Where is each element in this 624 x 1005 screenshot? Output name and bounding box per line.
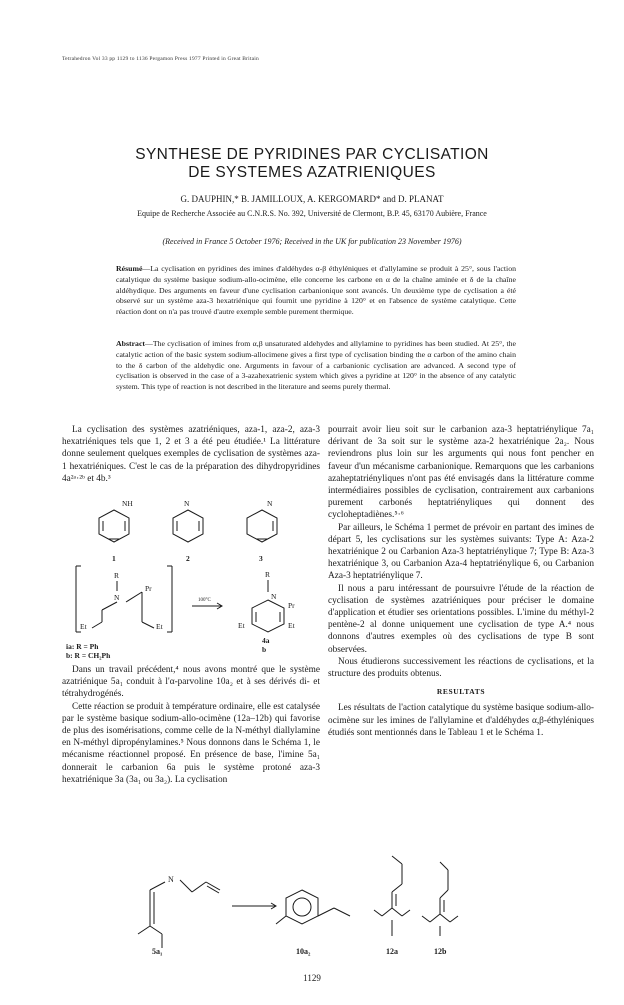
abstract-block: [116, 339, 516, 393]
label-2: 2: [186, 554, 190, 563]
left-col-para1: La cyclisation des systèmes azatriéniques, aza-1, aza-2, aza-3 hexatriéniques tels que 1, 2 et 3 a été peu étudiée.¹ La littérature donne seulement quelques exemples de cyclisation de systèmes aza-1 hexatriéniques. C'est le cas de la préparation des dihydropyridines 4a²ᵃ·²ᵇ et 4b.³: [62, 425, 320, 484]
resume-label: Résumé: [116, 264, 143, 273]
left-col-para3: Cette réaction se produit à température ordinaire, elle est catalysée par le système basique sodium-allo-ocimène (12a–12b) qui favorise de plus des isomérisations, comme celle de la N-méthyl diallylamine en N-méthyl dipropénylamines.⁵ Nous donnons dans le Schéma 1, le mécanisme réactionnel proposé. En présence de base, l'imine 5a₁ donnerait le carbanion 6a puis le système protoné aza-3 hexatriénique 3a (3a₁ ou 3a₂). La cyclisation: [62, 701, 320, 785]
label-et-left-1: Et: [80, 622, 87, 631]
right-col-para1: pourrait avoir lieu soit sur le carbanion aza-3 heptatriénylique 7a₁ dérivant de 3a soit sur le système aza-2 hexatriénique 2a₂. Nous reviendrons plus loin sur les arguments qui nous font pencher en faveur d'un mécanisme carbanionique. Remarquons que les carbanions azaheptatriényliques n'ont pas été envisagés dans la littérature comme intermédiaires possibles de cyclisation, contrairement aux carbanions purement carbonés heptatriényliques qui donnent des cycloheptadiènes.⁵·⁶: [328, 425, 594, 521]
label-pr-right: Pr: [288, 601, 295, 610]
label-n-2: N: [184, 499, 190, 508]
section-heading-resultats: RESULTATS: [436, 687, 486, 697]
label-r-left: R: [114, 571, 120, 580]
left-col-para2: Dans un travail précédent,⁴ nous avons montré que le système azatriénique 5a₁ conduit à l'α-parvoline 10a₂ et à ses dérivés di- et tétrahydrogénés.: [62, 665, 320, 700]
label-5a: 5a₁: [152, 947, 163, 956]
label-1: 1: [112, 554, 116, 563]
label-3: 3: [259, 554, 263, 563]
caption-ib: b: R = CH₂Ph: [66, 651, 111, 660]
label-pr-left: Pr: [145, 584, 152, 593]
scheme-figure-2: [130, 840, 530, 960]
label-4b: b: [262, 645, 267, 654]
label-n-left: N: [114, 593, 120, 602]
label-n-5a: N: [168, 875, 174, 884]
right-col-para3: Il nous a paru intéressant de poursuivre l'étude de la réaction de cyclisation de systèmes azatriéniques pour préciser le domaine d'application et étudier ses orientations possibles. L'imine du méthyl-2 pentène-2 al donne uniquement une cyclisation de type A.⁴ nous donnons d'autres exemples où des cyclisations de type B sont observées.: [328, 583, 594, 655]
label-12a: 12a: [386, 947, 398, 956]
label-10a: 10a₂: [296, 947, 311, 956]
label-et-right-1: Et: [238, 621, 245, 630]
label-n-3: N: [267, 499, 273, 508]
received-dates: (Received in France 5 October 1976; Received in the UK for publication 23 November 1976): [162, 237, 462, 246]
arrow-label: 100°C: [198, 598, 211, 603]
label-n-right: N: [271, 592, 277, 601]
page-number: 1129: [303, 973, 321, 983]
label-r-right: R: [265, 570, 271, 579]
right-col-para4: Nous étudierons successivement les réactions de cyclisations, et la structure des produits obtenus.: [328, 656, 594, 680]
right-col: [328, 424, 594, 739]
right-col-para5: Les résultats de l'action catalytique du système basique sodium-allo-ocimène sur les imines de l'allylamine et d'aldéhydes α,β-éthyléniques étudiés sont mentionnés dans le Tableau 1 et le Schéma 1.: [328, 703, 594, 738]
resume-block: [116, 264, 516, 318]
authors: G. DAUPHIN,* B. JAMILLOUX, A. KERGOMARD* and D. PLANAT: [180, 194, 444, 204]
label-12b: 12b: [434, 947, 447, 956]
abstract-text: —The cyclisation of imines from α,β unsaturated aldehydes and allylamine to pyridines has been studied. At 25°, the catalytic action of the basic system sodium-allocimene gives a first type of cyclisation binding the α carbon of the amino chain to the δ carbon of the aldehydic one. Arguments in favour of a carbanionic cyclisation are advanced. A second type of cyclisation is observed in the case of a 3-azahexatrienic system which gives a pyridine at 120° in the absence of any catalytic system. This type of reaction is not described in the literature and seems purely thermal.: [116, 339, 516, 392]
abstract-label: Abstract: [116, 339, 146, 348]
label-et-right-2: Et: [288, 621, 295, 630]
right-col-para2: Par ailleurs, le Schéma 1 permet de prévoir en partant des imines de départ 5, les cyclisations sur les systèmes suivants: Type A: Aza-2 hexatriénique 2 ou Carbanion Aza-3 heptatriénylique 7; Type B: Aza-3 hexatriénique 3, ou Carbanion Aza-4 heptatriénylique 6, ou Carbanion Aza-3 heptatriénylique 7.: [328, 522, 594, 582]
label-4a: 4a: [262, 636, 270, 645]
title-line-2: DE SYSTEMES AZATRIENIQUES: [188, 164, 436, 181]
title-line-1: SYNTHESE DE PYRIDINES PAR CYCLISATION: [135, 146, 489, 163]
label-et-left-2: Et: [156, 622, 163, 631]
scheme-figure-1: [62, 488, 320, 654]
left-col-lower: [62, 664, 320, 786]
caption-ia: ia: R = Ph: [66, 642, 99, 651]
journal-header: Tetrahedron Vol 33 pp 1129 to 1136 Pergamon Press 1977 Printed in Great Britain: [62, 56, 259, 62]
resume-text: —La cyclisation en pyridines des imines d'aldéhydes α-β éthyléniques et d'allylamine se produit à 25°, sous l'action catalytique du système basique sodium-allo-ocimène, elle concerne les carbone en α de la chaîne aminée et δ de la chaîne aldéhydique. Des arguments en faveur d'une cyclisation carbanionique sont avancés. Un deuxième type de cyclisation a été observé sur un système aza-3 hexatriénique qui fournit une pyridine à 120° et en l'absence de système catalytique. Cette réaction dont on n'a pas trouvé d'autre exemple semble purement thermique.: [116, 264, 516, 317]
affiliation: Equipe de Recherche Associée au C.N.R.S. No. 392, Université de Clermont, B.P. 45, 63170 Aubière, France: [137, 209, 487, 218]
label-nh: NH: [122, 499, 133, 508]
